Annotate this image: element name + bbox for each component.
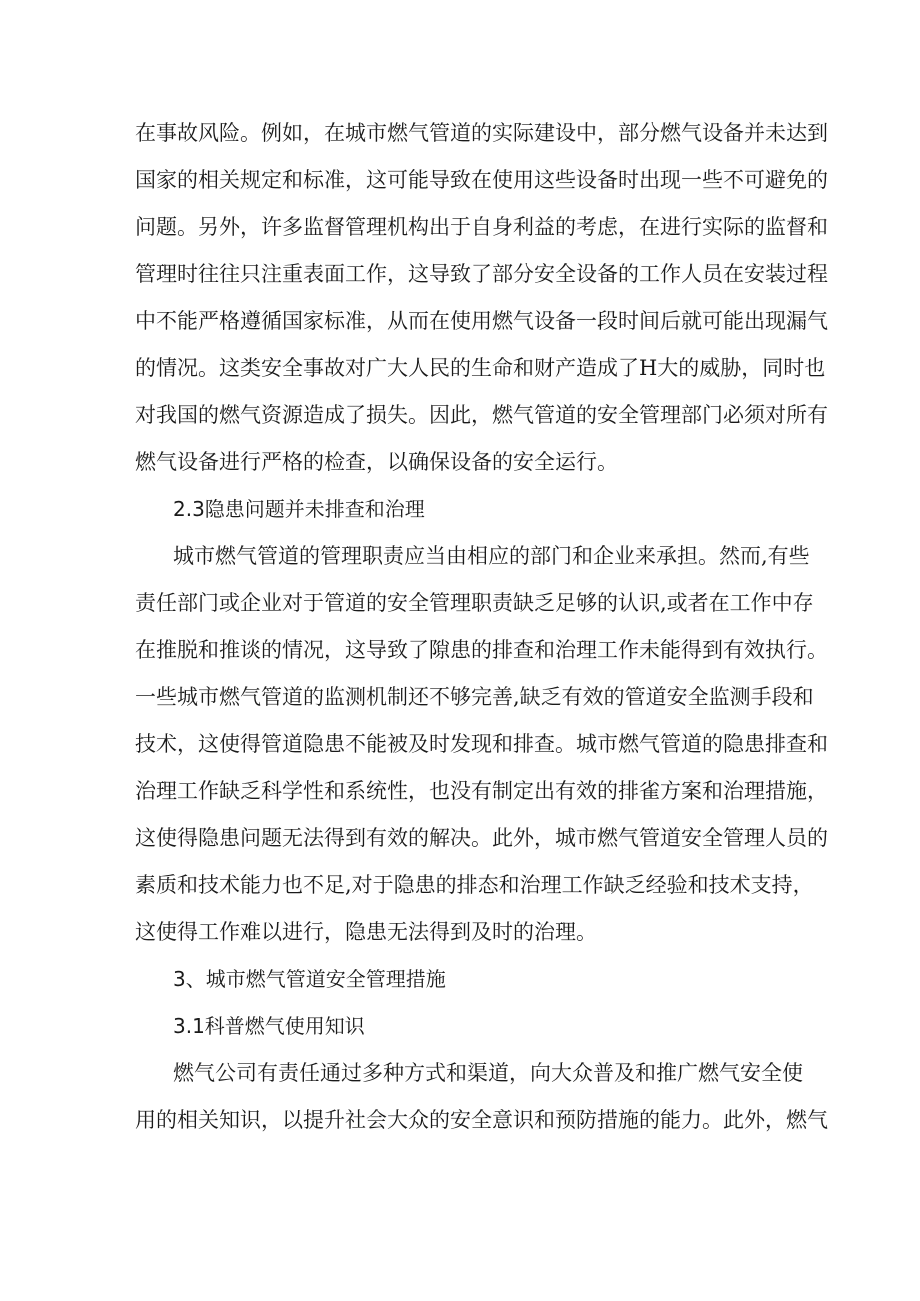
text-line: 素质和技术能力也不足,对于隐患的排态和治理工作缺乏经验和技术支持， xyxy=(135,873,814,897)
section-heading-2-3: 2.3隐患问题并未排查和治理 xyxy=(173,497,425,521)
text-line: 这使得隐患问题无法得到有效的解决。此外，城市燃气管道安全管理人员的 xyxy=(135,826,828,850)
text-line: 燃气公司有责任通过多种方式和渠道，向大众普及和推广燃气安全使 xyxy=(173,1061,803,1085)
text-line: 国家的相关规定和标准，这可能导致在使用这些设备时出现一些不可避免的 xyxy=(135,168,828,192)
document-body xyxy=(135,110,828,1144)
paragraph xyxy=(135,533,828,956)
paragraph xyxy=(135,110,828,486)
text-line: 问题。另外，许多监督管理机构出于自身利益的考虑，在进行实际的监督和 xyxy=(135,215,828,239)
text-line: 在事故风险。例如，在城市燃气管道的实际建设中，部分燃气设备并未达到 xyxy=(135,121,828,145)
section-heading-3: 3、城市燃气管道安全管理措施 xyxy=(173,967,446,991)
text-line: 燃气设备进行严格的检查，以确保设备的安全运行。 xyxy=(135,450,618,474)
text-line: 一些城市燃气管道的监测机制还不够完善,缺乏有效的管道安全监测手段和 xyxy=(135,685,814,709)
text-line: 城市燃气管道的管理职责应当由相应的部门和企业来承担。然而,有些 xyxy=(173,544,810,568)
text-line: 管理时往往只注重表面工作，这导致了部分安全设备的工作人员在安装过程 xyxy=(135,262,828,286)
text-line: 技术，这使得管道隐患不能被及时发现和排查。城市燃气管道的隐患排查和 xyxy=(135,732,828,756)
section-heading-3-1: 3.1科普燃气使用知识 xyxy=(173,1014,365,1038)
text-line: 在推脱和推谈的情况，这导致了隙患的排查和治理工作未能得到有效执行。 xyxy=(135,638,828,662)
text-line: 这使得工作难以进行，隐患无法得到及时的治理。 xyxy=(135,920,597,944)
text-line: 对我国的燃气资源造成了损失。因此，燃气管道的安全管理部门必须对所有 xyxy=(135,403,828,427)
text-line: 中不能严格遵循国家标准，从而在使用燃气设备一段时间后就可能出现漏气 xyxy=(135,309,828,333)
text-line: 治理工作缺乏科学性和系统性，也没有制定出有效的排雀方案和治理措施， xyxy=(135,779,828,803)
text-line: 的情况。这类安全事故对广大人民的生命和财产造成了H大的威胁，同时也 xyxy=(135,356,826,380)
paragraph xyxy=(135,1050,828,1144)
text-line: 责任部门或企业对于管道的安全管理职责缺乏足够的认识,或者在工作中存 xyxy=(135,591,814,615)
text-line: 用的相关知识，以提升社会大众的安全意识和预防措施的能力。此外，燃气 xyxy=(135,1108,828,1132)
